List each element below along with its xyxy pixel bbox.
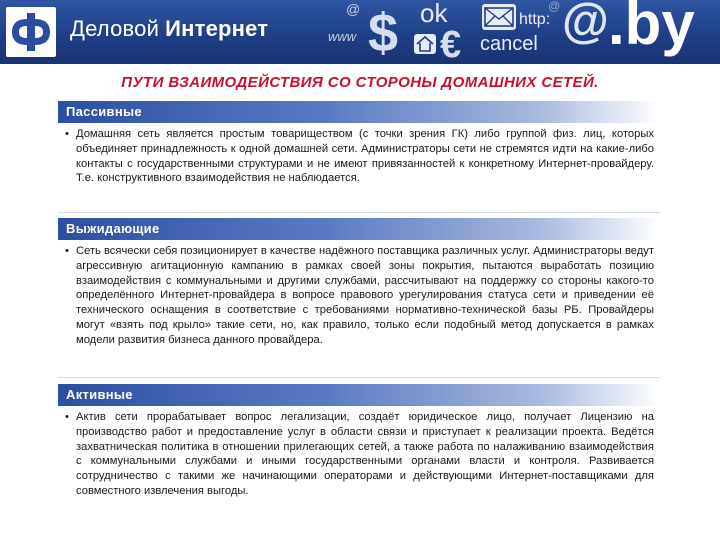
header-banner — [0, 0, 720, 64]
at-sign-small-decoration: @ — [548, 0, 561, 13]
brand-name-bold: Интернет — [165, 16, 269, 41]
section-body — [58, 244, 660, 348]
section-waiting — [58, 218, 660, 348]
brand-name — [70, 16, 268, 42]
section-heading: Активные — [58, 384, 660, 406]
at-sign-decoration: @ — [346, 1, 361, 17]
section-text: Актив сети прорабатывает вопрос легализации, создаёт юридическое лицо, получает Лицензию на производство работ и предоставление услуг в области связи и приступает к реализации проекта. Ведётся захватническая политика в отношении прилегающих сетей, а также работа по налаживанию взаимодействия с коммунальными службами и иными государственными органами власти и контроля. Развивается сотрудничество с такими же начинающими операторами и действующими Интернет-поставщиками для совместного извлечения выгоды. — [76, 411, 654, 497]
at-sign-large-decoration: @ — [562, 0, 609, 48]
dot-by-decoration: .by — [608, 0, 695, 57]
cancel-decoration: cancel — [480, 33, 538, 55]
section-divider — [58, 212, 660, 213]
section-active — [58, 384, 660, 499]
section-heading: Выжидающие — [58, 218, 660, 240]
bullet-icon: • — [65, 128, 69, 140]
section-text: Домашняя сеть является простым товариществом (с точки зрения ГК) либо группой физ. лиц, которых объединяет принадлежность к одной домашней сети. Администраторы сети не стремятся идти на какие-либо контакты с государственными структурами и не имеют привязанностей к конкретному Интернет-провайдеру. Т.е. конструктивного взаимодействия не наблюдается. — [76, 128, 654, 185]
brand-name-light: Деловой — [70, 16, 160, 41]
bullet-icon: • — [65, 411, 69, 423]
ok-decoration: ok — [420, 0, 448, 28]
section-heading: Пассивные — [58, 101, 660, 123]
section-text: Сеть всячески себя позиционирует в качестве надёжного поставщика различных услуг. Администраторы ведут агрессивную агитационную кампанию в рамках своей зоны покрытия, пытаются выработать позицию взаимодействия с коммунальными и другими службами, рассчитывают на поддержку со стороны какого-то определённого Интернет-провайдера в вопросе правового урегулирования статуса сети и приведении её технического оснащения в соответствие с требованиями нормативно-технической базы РБ. Провайдеры могут «взять под крыло» такие сети, но, как правило, только если подобный метод допускается в рамках модели развития бизнеса данного провайдера. — [76, 245, 654, 346]
euro-sign-decoration: € — [440, 24, 462, 64]
delovoy-internet-logo — [6, 7, 56, 57]
envelope-icon — [482, 4, 516, 30]
section-body — [58, 410, 660, 499]
dollar-sign-decoration: $ — [368, 3, 399, 63]
www-decoration: www — [328, 29, 357, 44]
http-decoration: http: — [519, 11, 551, 28]
section-passive — [58, 101, 660, 186]
section-divider — [58, 377, 660, 378]
logo-mark-icon — [6, 7, 56, 57]
bullet-icon: • — [65, 245, 69, 257]
page-title: ПУТИ ВЗАИМОДЕЙСТВИЯ СО СТОРОНЫ ДОМАШНИХ СЕТЕЙ. — [121, 74, 599, 91]
section-body — [58, 127, 660, 186]
home-icon — [414, 34, 436, 54]
